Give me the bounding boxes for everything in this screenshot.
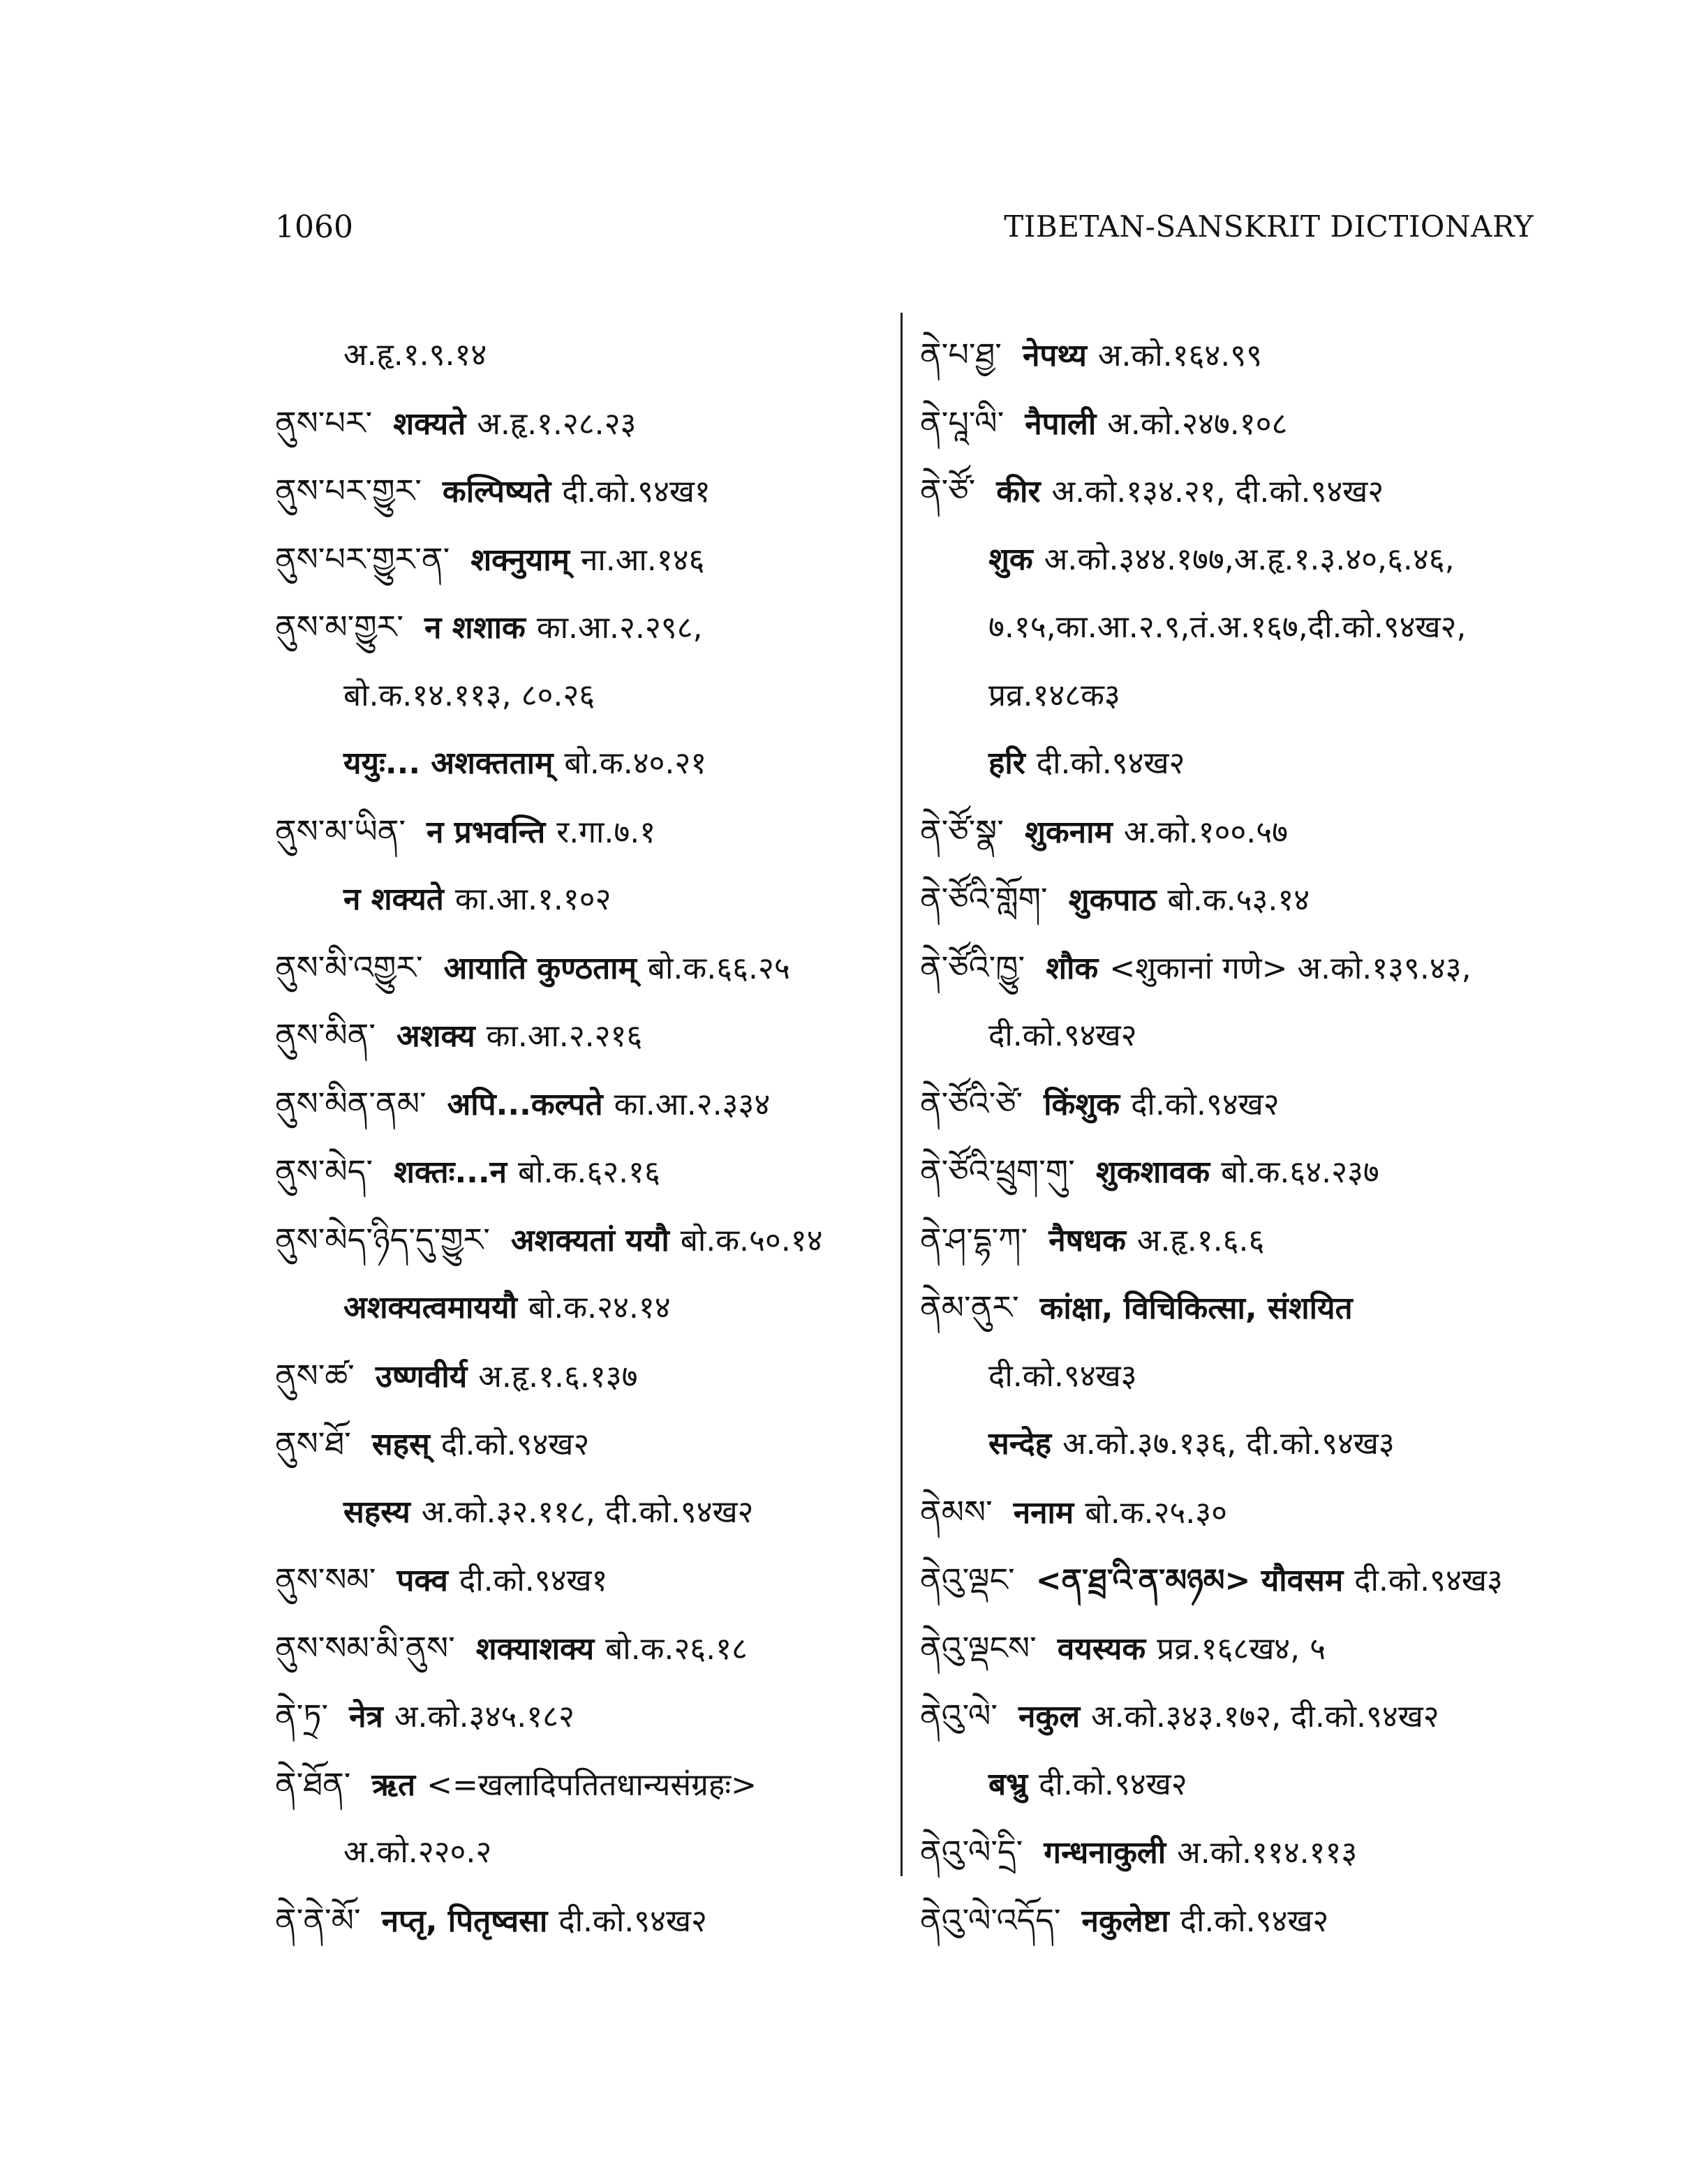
- tibetan-headword: ནེམས་: [920, 1492, 993, 1531]
- source-reference: बो.क.५३.१४: [1167, 882, 1310, 918]
- source-reference: का.आ.१.१०२: [454, 882, 611, 917]
- sanskrit-equivalent: शौक: [1046, 950, 1099, 986]
- source-reference: दी.को.९४ख२: [988, 1018, 1137, 1053]
- tibetan-headword: ནུས་པར་གྱུར་: [275, 472, 422, 510]
- dictionary-entry: [920, 321, 1534, 389]
- sanskrit-equivalent: आयाति कुण्ठताम्: [443, 950, 637, 986]
- source-reference: अ.को.२२०.२: [343, 1834, 492, 1870]
- dictionary-entry: [275, 389, 889, 458]
- tibetan-headword: ནེ་ཙོའི་ཕྲུག་གུ་: [920, 1152, 1075, 1190]
- sanskrit-equivalent: शक्तः...न: [393, 1154, 507, 1190]
- source-reference: ना.आ.१४६: [580, 542, 705, 578]
- tibetan-headword: ནུས་མིན་: [275, 1016, 376, 1054]
- dictionary-entry: [920, 1070, 1534, 1138]
- dictionary-entry: [275, 934, 889, 1002]
- sanskrit-equivalent: कल्पिष्यते: [442, 474, 551, 510]
- tibetan-headword: ནེ་པ་ཐྱ་: [920, 336, 1002, 373]
- dictionary-entry: [275, 457, 889, 526]
- sanskrit-equivalent: अशक्य: [396, 1018, 475, 1054]
- sanskrit-equivalent: पक्व: [396, 1563, 448, 1598]
- page-number: 1060: [275, 209, 353, 245]
- tibetan-headword: ནུས་པར་གྱུར་ན་: [275, 540, 450, 578]
- dictionary-entry: [275, 1546, 889, 1614]
- dictionary-entry: [275, 1206, 889, 1275]
- dictionary-subentry: [275, 1478, 889, 1547]
- sanskrit-equivalent: शुकशावक: [1095, 1154, 1210, 1190]
- sanskrit-equivalent: शक्नुयाम्: [470, 542, 570, 578]
- dictionary-entry: [275, 1342, 889, 1411]
- sanskrit-equivalent: शुक: [988, 541, 1033, 577]
- tibetan-headword: ནེམ་ནུར་: [920, 1288, 1019, 1326]
- tibetan-headword: ནུས་ཐོ་: [275, 1425, 351, 1462]
- dictionary-entry: [275, 1751, 889, 1819]
- source-reference: अ.को.३४३.१७२, दी.को.९४ख२: [1091, 1699, 1439, 1734]
- dictionary-subentry: [275, 729, 889, 798]
- sanskrit-equivalent: शुकनाम: [1024, 814, 1113, 850]
- dictionary-subentry: [275, 866, 889, 934]
- dictionary-entry: [920, 1206, 1534, 1275]
- source-reference: प्रव्र.१६८ख४, ५: [1157, 1630, 1326, 1667]
- column-divider: [900, 313, 903, 1876]
- tibetan-headword: ནེའུ་ལེ་: [920, 1697, 998, 1734]
- tibetan-headword: ནུས་མེད་: [275, 1152, 373, 1190]
- source-reference: <शुकानां गणे> अ.को.१३९.४३,: [1109, 950, 1472, 986]
- dictionary-entry: [920, 934, 1534, 1002]
- sanskrit-equivalent: उष्णवीर्य: [375, 1358, 468, 1395]
- tibetan-headword: ནེ་ཙོ་སྣ་: [920, 812, 1004, 850]
- source-reference: अ.को.३२.११८, दी.को.९४ख२: [421, 1494, 754, 1530]
- dictionary-entry: [275, 1410, 889, 1478]
- source-reference: अ.को.११४.११३: [1177, 1835, 1358, 1871]
- sanskrit-equivalent: <ན་ཐྲ་འི་ན་མཉམ> यौवसम: [1035, 1563, 1344, 1598]
- source-reference: अ.को.३४५.१८२: [394, 1699, 575, 1734]
- tibetan-headword: ནུས་མེད་ཉིད་དུ་གྱུར་: [275, 1220, 490, 1258]
- source-reference: बो.क.२४.१४: [528, 1290, 671, 1325]
- sanskrit-equivalent: नैपाली: [1025, 406, 1097, 442]
- dictionary-subentry: [920, 1410, 1534, 1478]
- sanskrit-equivalent: वयस्यक: [1057, 1630, 1146, 1667]
- sanskrit-equivalent: ऋत: [371, 1767, 416, 1803]
- tibetan-headword: ནེའུ་ལེ་དྲི་: [920, 1833, 1023, 1871]
- sanskrit-equivalent: गन्धनाकुली: [1044, 1835, 1166, 1871]
- dictionary-entry: [275, 1002, 889, 1070]
- sanskrit-equivalent: अपि...कल्पते: [447, 1086, 603, 1122]
- tibetan-headword: ནེའུ་ལྡངས་: [920, 1628, 1037, 1667]
- source-reference: दी.को.९४ख२: [1036, 745, 1185, 781]
- tibetan-headword: ནེ་ནེ་མོ་: [275, 1901, 361, 1939]
- source-reference: र.गा.७.१: [556, 814, 656, 850]
- sanskrit-equivalent: शुकपाठ: [1068, 882, 1157, 918]
- sanskrit-equivalent: नेत्र: [349, 1699, 383, 1734]
- source-reference: दी.को.९४ख२: [1131, 1086, 1280, 1122]
- dictionary-entry: [920, 1614, 1534, 1683]
- tibetan-headword: ནེ་ཙོ་: [920, 472, 976, 510]
- source-reference: का.आ.२.२१६: [486, 1018, 643, 1054]
- source-reference: बो.क.६६.२५: [647, 950, 790, 986]
- dictionary-subentry: [920, 662, 1534, 730]
- sanskrit-equivalent: नकुलेष्टा: [1081, 1903, 1169, 1939]
- tibetan-headword: ནུས་པར་: [275, 403, 373, 442]
- sanskrit-equivalent: हरि: [988, 745, 1025, 781]
- source-reference: दी.को.९४ख३: [988, 1358, 1137, 1394]
- source-reference: बो.क.२६.१८: [605, 1630, 748, 1667]
- dictionary-entry: [920, 1478, 1534, 1547]
- dictionary-entry: [275, 1138, 889, 1206]
- source-reference: दी.को.९४ख२: [1039, 1766, 1187, 1802]
- source-reference: <=खलादिपतितधान्यसंग्रहः>: [427, 1767, 757, 1803]
- source-reference: बो.क.२५.३०: [1085, 1494, 1228, 1531]
- dictionary-entry: [275, 1614, 889, 1683]
- source-reference: अ.हृ.१.६.१३७: [478, 1358, 638, 1395]
- sanskrit-equivalent: शक्याशक्य: [475, 1630, 595, 1667]
- tibetan-headword: ནུས་སམ་མི་ནུས་: [275, 1628, 455, 1667]
- tibetan-headword: ནུས་མི་འགྱུར་: [275, 948, 423, 986]
- tibetan-headword: ནུས་ཚ་: [275, 1356, 355, 1395]
- dictionary-entry: [920, 866, 1534, 934]
- sanskrit-equivalent: बभ्रु: [988, 1766, 1028, 1802]
- source-reference: अ.को.१००.५७: [1123, 814, 1288, 850]
- dictionary-entry: [275, 1682, 889, 1751]
- dictionary-entry: [275, 798, 889, 866]
- source-reference: का.आ.२.२९८,: [536, 610, 703, 646]
- sanskrit-equivalent: किंशुक: [1044, 1086, 1120, 1122]
- sanskrit-equivalent: ननाम: [1013, 1494, 1074, 1531]
- source-reference: अ.हृ.१.९.१४: [343, 337, 487, 373]
- dictionary-subentry: [920, 526, 1534, 594]
- tibetan-headword: ནེ་ཙོའི་གློག་: [920, 880, 1048, 918]
- sanskrit-equivalent: न प्रभवन्ति: [427, 814, 546, 850]
- source-reference: बो.क.६२.१६: [518, 1154, 660, 1190]
- source-reference: अ.हृ.१.२८.२३: [477, 406, 637, 442]
- tibetan-headword: ནེ་ཙོའི་ཙེ་: [920, 1084, 1023, 1122]
- source-reference: दी.को.९४ख१: [459, 1563, 608, 1598]
- sanskrit-equivalent: नकुल: [1018, 1699, 1081, 1734]
- source-reference: अ.हृ.१.६.६: [1136, 1222, 1265, 1258]
- tibetan-headword: ནེ་ཐོན་: [275, 1765, 351, 1803]
- dictionary-entry: [920, 1274, 1534, 1342]
- dictionary-subentry: [275, 1274, 889, 1342]
- sanskrit-equivalent: सहस्: [371, 1427, 430, 1462]
- dictionary-entry: [920, 798, 1534, 866]
- sanskrit-equivalent: शक्यते: [393, 406, 466, 442]
- dictionary-subentry: [920, 1002, 1534, 1070]
- source-reference: दी.को.९४ख२: [440, 1427, 590, 1462]
- dictionary-entry: [920, 1682, 1534, 1751]
- tibetan-headword: ནེ་ཙོའི་ཁྱུ་: [920, 948, 1025, 986]
- sanskrit-equivalent: न शक्यते: [343, 882, 444, 917]
- dictionary-entry: [920, 389, 1534, 458]
- source-reference: अ.को.१६४.९९: [1097, 338, 1263, 373]
- source-reference: दी.को.९४ख२: [558, 1903, 707, 1939]
- sanskrit-equivalent: न शशाक: [424, 610, 526, 646]
- source-reference: प्रव्र.१४८क३: [988, 677, 1120, 713]
- dictionary-subentry: [920, 729, 1534, 798]
- dictionary-subentry: [920, 1342, 1534, 1411]
- dictionary-subentry: [920, 1751, 1534, 1819]
- dictionary-entry: [275, 1070, 889, 1138]
- tibetan-headword: ནུས་མིན་ནམ་: [275, 1084, 427, 1122]
- dictionary-entry: [920, 457, 1534, 526]
- tibetan-headword: ནེ་ཏྲ་: [275, 1697, 329, 1734]
- source-reference: दी.को.९४ख३: [1354, 1563, 1503, 1598]
- sanskrit-equivalent: कीर: [996, 474, 1041, 510]
- source-reference: दी.को.९४ख२: [1180, 1903, 1329, 1939]
- sanskrit-equivalent: सन्देह: [988, 1426, 1052, 1462]
- source-reference: अ.को.३४४.१७७,अ.हृ.१.३.४०,६.४६,: [1044, 541, 1455, 577]
- source-reference: बो.क.६४.२३७: [1221, 1154, 1379, 1190]
- dictionary-entry: [275, 526, 889, 594]
- tibetan-headword: ནུས་སམ་: [275, 1561, 376, 1598]
- dictionary-subentry: [275, 1818, 889, 1887]
- source-reference: दी.को.९४ख१: [562, 474, 711, 510]
- dictionary-entry: [275, 1887, 889, 1955]
- tibetan-headword: ནུས་མ་ཡིན་: [275, 812, 406, 850]
- sanskrit-equivalent: नैषधक: [1048, 1222, 1126, 1258]
- sanskrit-equivalent: नप्तृ, पितृष्वसा: [381, 1903, 548, 1939]
- tibetan-headword: ནུས་མ་གྱུར་: [275, 608, 404, 646]
- sanskrit-equivalent: अशक्यत्वमाययौ: [343, 1290, 517, 1325]
- dictionary-subentry: [275, 662, 889, 730]
- source-reference: बो.क.४०.२१: [564, 745, 707, 781]
- dictionary-subentry: [275, 321, 889, 389]
- source-reference: बो.क.१४.११३, ८०.२६: [343, 677, 595, 713]
- running-header: TIBETAN-SANSKRIT DICTIONARY: [1004, 209, 1534, 244]
- source-reference: का.आ.२.३३४: [614, 1086, 771, 1122]
- tibetan-headword: ནེ་ཤ་དྷ་ཀ་: [920, 1220, 1028, 1258]
- sanskrit-equivalent: नेपथ्य: [1022, 338, 1087, 373]
- source-reference: ७.१५,का.आ.२.९,तं.अ.१६७,दी.को.९४ख२,: [988, 609, 1467, 645]
- source-reference: अ.को.१३४.२१, दी.को.९४ख२: [1051, 474, 1384, 510]
- tibetan-headword: ནེའུ་ལྡང་: [920, 1561, 1015, 1598]
- dictionary-entry: [920, 1818, 1534, 1887]
- sanskrit-equivalent: अशक्यतां ययौ: [510, 1222, 669, 1258]
- dictionary-entry: [275, 593, 889, 662]
- tibetan-headword: ནེ་པཱ་ལི་: [920, 403, 1005, 442]
- dictionary-entry: [920, 1887, 1534, 1955]
- dictionary-subentry: [920, 593, 1534, 662]
- right-column: [920, 321, 1534, 1954]
- sanskrit-equivalent: ययुः... अशक्तताम्: [343, 745, 554, 781]
- source-reference: अ.को.२४७.१०८: [1107, 406, 1288, 442]
- dictionary-entry: [920, 1546, 1534, 1614]
- source-reference: अ.को.३७.१३६, दी.को.९४ख३: [1062, 1426, 1395, 1462]
- dictionary-entry: [920, 1138, 1534, 1206]
- source-reference: बो.क.५०.१४: [680, 1222, 823, 1258]
- sanskrit-equivalent: कांक्षा, विचिकित्सा, संशयित: [1039, 1291, 1353, 1326]
- left-column: [275, 321, 889, 1954]
- tibetan-headword: ནེའུ་ལེ་འདོད་: [920, 1901, 1061, 1939]
- sanskrit-equivalent: सहस्य: [343, 1494, 410, 1530]
